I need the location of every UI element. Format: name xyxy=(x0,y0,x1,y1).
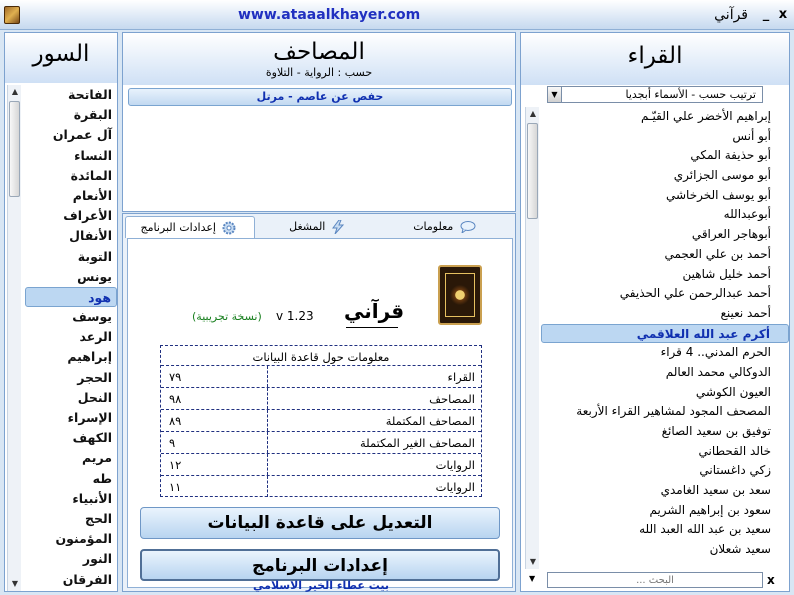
clear-search-icon[interactable]: x xyxy=(767,573,775,587)
list-item[interactable]: الأنعام xyxy=(72,187,112,203)
list-item[interactable]: النحل xyxy=(77,389,112,405)
reciter-list xyxy=(541,107,789,569)
close-button[interactable]: x xyxy=(778,7,788,22)
list-item[interactable]: أحمد بن علي العجمي xyxy=(664,246,771,261)
list-item[interactable]: العيون الكوشي xyxy=(695,384,771,399)
minimize-button[interactable]: _ xyxy=(762,7,770,22)
row-value: ٩٨ xyxy=(169,392,182,406)
tab-settings[interactable] xyxy=(125,216,255,238)
scroll-down-icon[interactable]: ▼ xyxy=(529,557,537,566)
table-row xyxy=(161,431,481,453)
table-row xyxy=(161,453,481,475)
reciters-scrollbar[interactable] xyxy=(525,107,539,569)
table-row xyxy=(161,409,481,431)
scroll-down-icon[interactable]: ▼ xyxy=(11,579,19,588)
tab-info-label: معلومات xyxy=(413,220,454,233)
list-item[interactable]: أحمد خليل شاهين xyxy=(682,266,771,281)
list-item[interactable]: سعد بن سعيد الغامدي xyxy=(660,483,771,498)
list-item[interactable]: الرعد xyxy=(79,329,112,345)
sort-select-value: ترتيب حسب - الأسماء أبجديا xyxy=(625,88,756,101)
site-url[interactable]: www.ataaalkhayer.com xyxy=(238,7,421,23)
tab-bar xyxy=(125,216,513,238)
program-version: v 1.23 xyxy=(276,309,314,323)
surah-panel-header xyxy=(5,33,117,83)
program-name-underline xyxy=(346,327,398,328)
list-item[interactable]: سعيد شعلان xyxy=(709,542,771,557)
row-value: ٨٩ xyxy=(169,414,182,428)
scroll-thumb[interactable] xyxy=(9,101,20,197)
tab-info[interactable] xyxy=(381,216,511,238)
surah-panel-title: السور xyxy=(32,41,90,67)
list-item[interactable]: توفيق بن سعيد الصائغ xyxy=(661,424,771,438)
list-item[interactable]: النساء xyxy=(74,147,112,163)
row-label: المصاحف xyxy=(429,392,475,406)
list-item[interactable]: الفرقان xyxy=(62,571,112,587)
list-item[interactable]: التوبة xyxy=(77,248,112,264)
title-bar xyxy=(0,0,794,30)
surah-scrollbar[interactable] xyxy=(7,85,21,591)
mushaf-panel xyxy=(122,32,516,212)
scroll-up-icon[interactable]: ▲ xyxy=(529,109,537,118)
tabs-panel xyxy=(122,213,516,592)
mushaf-panel-header xyxy=(123,33,515,85)
table-row xyxy=(161,387,481,409)
list-item[interactable]: أبو أنس xyxy=(732,128,771,143)
list-item[interactable]: أبوعبدالله xyxy=(723,207,771,222)
list-item[interactable]: الحجر xyxy=(77,369,112,385)
list-item[interactable]: أبوهاجر العراقي xyxy=(691,227,771,242)
row-value: ١٢ xyxy=(169,458,182,472)
list-item[interactable]: مريم xyxy=(81,450,112,466)
list-item[interactable]: يونس xyxy=(77,268,112,284)
db-info-title: معلومات حول قاعدة البيانات xyxy=(252,350,390,364)
program-settings-button[interactable]: إعدادات البرنامج xyxy=(140,549,500,581)
list-item[interactable]: أبو يوسف الخرخاشي xyxy=(665,187,771,202)
list-item[interactable]: الحرم المدني.. 4 قراء xyxy=(660,345,771,360)
list-item[interactable]: الأنفال xyxy=(69,228,112,244)
reciters-panel xyxy=(520,32,790,592)
chevron-down-icon[interactable]: ▼ xyxy=(548,87,562,102)
list-item[interactable]: سعيد بن عبد الله العبد الله xyxy=(639,522,771,537)
gear-icon xyxy=(222,221,236,235)
list-item[interactable]: طه xyxy=(92,470,112,486)
list-item[interactable]: هود xyxy=(25,287,117,307)
reciters-sort-select[interactable] xyxy=(547,86,763,103)
surah-list xyxy=(25,85,117,591)
settings-tab-body xyxy=(127,238,513,592)
table-row xyxy=(161,365,481,387)
row-value: ٧٩ xyxy=(169,370,182,384)
list-item[interactable]: الأنبياء xyxy=(72,490,112,506)
db-info-table xyxy=(160,345,482,497)
list-item[interactable]: الإسراء xyxy=(67,410,112,425)
lightning-icon xyxy=(332,220,344,234)
footer-text[interactable]: بيت عطاء الخير الاسلامي xyxy=(253,579,389,592)
row-label: المصاحف الغير المكتملة xyxy=(360,436,475,450)
list-item[interactable]: الدوكالي محمد العالم xyxy=(665,364,771,379)
scroll-up-icon[interactable]: ▲ xyxy=(11,87,19,96)
speech-bubble-icon xyxy=(460,221,476,233)
list-item[interactable]: آل عمران xyxy=(52,127,112,143)
list-item[interactable]: المائدة xyxy=(70,167,112,183)
list-item[interactable]: يوسف xyxy=(72,309,112,325)
list-item[interactable]: أحمد نعينع xyxy=(720,305,771,320)
tab-player-label: المشغل xyxy=(289,220,326,233)
mushaf-panel-title: المصاحف xyxy=(273,39,365,65)
list-item[interactable]: الحج xyxy=(85,510,112,526)
row-label: الروايات xyxy=(435,480,475,494)
list-item[interactable]: النور xyxy=(82,551,112,567)
table-row xyxy=(161,475,481,497)
edit-database-button[interactable]: التعديل على قاعدة البيانات xyxy=(140,507,500,539)
list-item[interactable]: البقرة xyxy=(73,107,112,123)
list-item[interactable]: أحمد عبدالرحمن علي الحذيفي xyxy=(619,286,771,301)
list-item[interactable]: أبو موسى الجزائري xyxy=(673,168,771,183)
window-title: قرآني xyxy=(714,7,748,23)
tab-player[interactable] xyxy=(255,216,381,238)
mushaf-sort-subtitle: حسب : الرواية - التلاوة xyxy=(265,66,373,79)
list-item[interactable]: إبراهيم xyxy=(67,349,112,365)
list-item[interactable]: خالد القحطاني xyxy=(698,443,771,458)
list-item[interactable]: إبراهيم الأخضر علي القيّـم xyxy=(641,109,771,123)
row-label: القراء xyxy=(447,370,475,384)
scroll-thumb[interactable] xyxy=(527,123,538,219)
reciters-panel-header xyxy=(521,33,789,85)
search-input[interactable] xyxy=(547,572,763,588)
tab-settings-label: إعدادات البرنامج xyxy=(140,221,216,234)
search-dropdown-icon[interactable]: ▼ xyxy=(529,574,536,583)
list-item[interactable]: سعود بن إبراهيم الشريم xyxy=(649,502,771,517)
list-item[interactable]: الأعراف xyxy=(63,208,112,224)
row-label: المصاحف المكتملة xyxy=(385,414,475,428)
row-value: ٩ xyxy=(169,436,176,450)
row-label: الروايات xyxy=(435,458,475,472)
program-name: قرآني xyxy=(344,299,405,323)
list-item[interactable]: المصحف المجود لمشاهير القراء الأربعة xyxy=(576,404,771,419)
surah-panel xyxy=(4,32,118,592)
list-item[interactable]: زكي داغستاني xyxy=(699,463,771,478)
mushaf-list-item[interactable]: حفص عن عاصم - مرتل xyxy=(128,88,512,106)
trial-label: (نسخة تجريبية) xyxy=(192,310,262,323)
list-item[interactable]: المؤمنون xyxy=(55,531,112,547)
list-item[interactable]: أبو حذيفة المكي xyxy=(690,148,771,163)
app-icon[interactable] xyxy=(4,6,20,24)
list-item[interactable]: الكهف xyxy=(72,430,112,446)
reciters-panel-title: القراء xyxy=(627,43,683,69)
quran-book-icon xyxy=(438,265,482,325)
list-item[interactable]: الفاتحة xyxy=(68,87,112,102)
list-item[interactable]: أكرم عبد الله العلاقمي xyxy=(541,324,789,344)
row-value: ١١ xyxy=(169,480,182,494)
